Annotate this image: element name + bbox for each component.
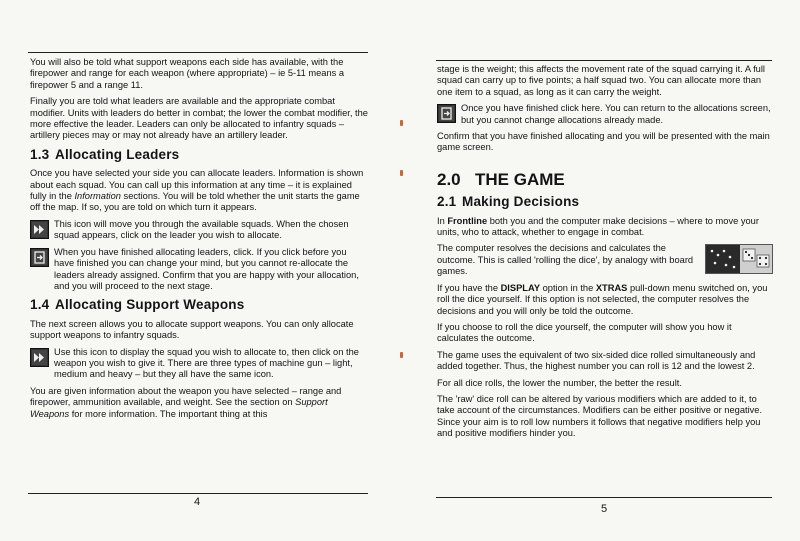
chapter-number: 2.0: [437, 169, 461, 189]
text: You are given information about the weapon you have selected – range and firepower, ammunition available, and weight. See the section on: [30, 385, 342, 408]
text: option in the: [540, 282, 596, 293]
chapter-heading: [437, 169, 773, 189]
bottom-rule: [436, 497, 772, 498]
section-number: 1.4: [30, 297, 50, 313]
paragraph: The game uses the equivalent of two six-sided dice rolled simultaneously and added together. Thus, the highest number you can roll is 12 and the lowest 2.: [437, 349, 756, 372]
section-title: Allocating Leaders: [55, 146, 180, 162]
icon-description: Once you have finished click here. You can return to the allocations screen, but you cannot change allocations already made.: [461, 103, 771, 125]
dice-illustration: [705, 244, 773, 274]
paragraph: [437, 243, 773, 277]
paragraph: If you choose to roll the dice yourself, the computer will show you how it calculates the outcome.: [437, 321, 732, 344]
section-title: Making Decisions: [462, 194, 580, 210]
icon-description: Use this icon to display the squad you wish to allocate to, then click on the weapon you wish to give it. There are three types of machine gun – light, medium and heavy – but they all have the same icon.: [54, 346, 359, 380]
text: Once you have selected your side you can allocate leaders. Information is shown about each squad. You can call up this information at any time – it is explained fully in the: [30, 168, 364, 202]
icon-instruction: [30, 347, 368, 381]
confirm-exit-icon[interactable]: [437, 104, 456, 123]
section-number: 2.1: [437, 194, 457, 210]
page-number: 5: [600, 503, 608, 515]
icon-description: This icon will move you through the available squads. When the chosen squad appears, click on the leader you wish to allocate.: [54, 218, 349, 241]
game-title: Frontline: [447, 215, 488, 226]
section-number: 1.3: [30, 146, 50, 162]
menu-name: XTRAS: [595, 282, 628, 293]
margin-mark: [400, 170, 403, 176]
icon-description: When you have finished allocating leaders, click. If you click before you have finished you can change your mind, but you cannot re-allocate the leaders already assigned. Confirm that you are happy with your allocation, and you will proceed to the next stage.: [54, 246, 359, 291]
bottom-rule: [28, 493, 368, 494]
text: If you have the: [437, 282, 501, 293]
paragraph: [30, 168, 368, 214]
paragraph: [437, 216, 773, 239]
paragraph: Finally you are told what leaders are available and the appropriate combat modifier. Units with leaders do better in combat; the lower the combat modifier, the more effective the leader. Leaders can only be allocated to infantry squads – artillery pieces may or may not already have an artillery leader.: [30, 96, 368, 141]
emphasis: Information: [74, 191, 121, 202]
paragraph: stage is the weight; this affects the movement rate of the squad carrying it. A full squad can carry up to five points; a half squad two. You can allocate more than one item to a squad, as long as it can carry the weight.: [437, 64, 765, 97]
paragraph: The next screen allows you to allocate support weapons. You can only allocate support weapons to infantry squads.: [30, 318, 354, 341]
right-column: [437, 64, 773, 445]
page-number: 4: [193, 496, 201, 508]
icon-instruction: [437, 103, 773, 126]
paragraph: Confirm that you have finished allocating and you will be presented with the main game screen.: [437, 131, 770, 153]
section-title: Allocating Support Weapons: [55, 297, 245, 313]
icon-instruction: [30, 247, 368, 293]
text: sections. You will be told whether the unit starts the game off the map. If so, you are told on which turn it appears.: [30, 191, 360, 213]
section-heading-1-3: [30, 146, 368, 162]
emphasis: Support Weapons: [30, 397, 328, 419]
text: pull-down menu switched on, you roll the dice yourself. If this option is not selected, the computer resolves the decisions and you will only be told the outcome.: [437, 282, 768, 316]
option-name: DISPLAY: [500, 282, 541, 293]
right-page: [400, 0, 800, 541]
margin-mark: [400, 120, 403, 126]
paragraph: You will also be told what support weapons each side has available, with the firepower and range for each weapon (where appropriate) – ie 5-11 means a firepower 5 and a range 11.: [30, 57, 345, 90]
next-squad-icon[interactable]: [30, 220, 49, 239]
chapter-title: THE GAME: [475, 169, 565, 189]
text: both you and the computer make decisions – where to move your units, who to attack, whether to engage in combat.: [437, 215, 759, 238]
section-heading-1-4: [30, 297, 368, 313]
text: The computer resolves the decisions and calculates the outcome. This is called 'rolling the dice', by analogy with board games.: [437, 243, 694, 277]
confirm-exit-icon[interactable]: [30, 248, 49, 267]
paragraph: [30, 386, 368, 420]
paragraph: For all dice rolls, the lower the number, the better the result.: [437, 377, 682, 388]
text: In: [437, 215, 448, 226]
left-column: [30, 57, 368, 425]
section-heading-2-1: [437, 194, 773, 210]
text: for more information. The important thing at this: [69, 408, 268, 419]
next-squad-icon[interactable]: [30, 348, 49, 367]
paragraph: The 'raw' dice roll can be altered by various modifiers which are added to it, to take account of the circumstances. Modifiers can be either positive or negative. Since your aim is to roll low numbers it follows that negative modifiers help you and positive modifiers hinder you.: [437, 393, 763, 439]
top-rule: [436, 60, 772, 61]
top-rule: [28, 52, 368, 53]
icon-instruction: [30, 219, 368, 242]
paragraph: [437, 283, 773, 317]
margin-mark: [400, 352, 403, 358]
